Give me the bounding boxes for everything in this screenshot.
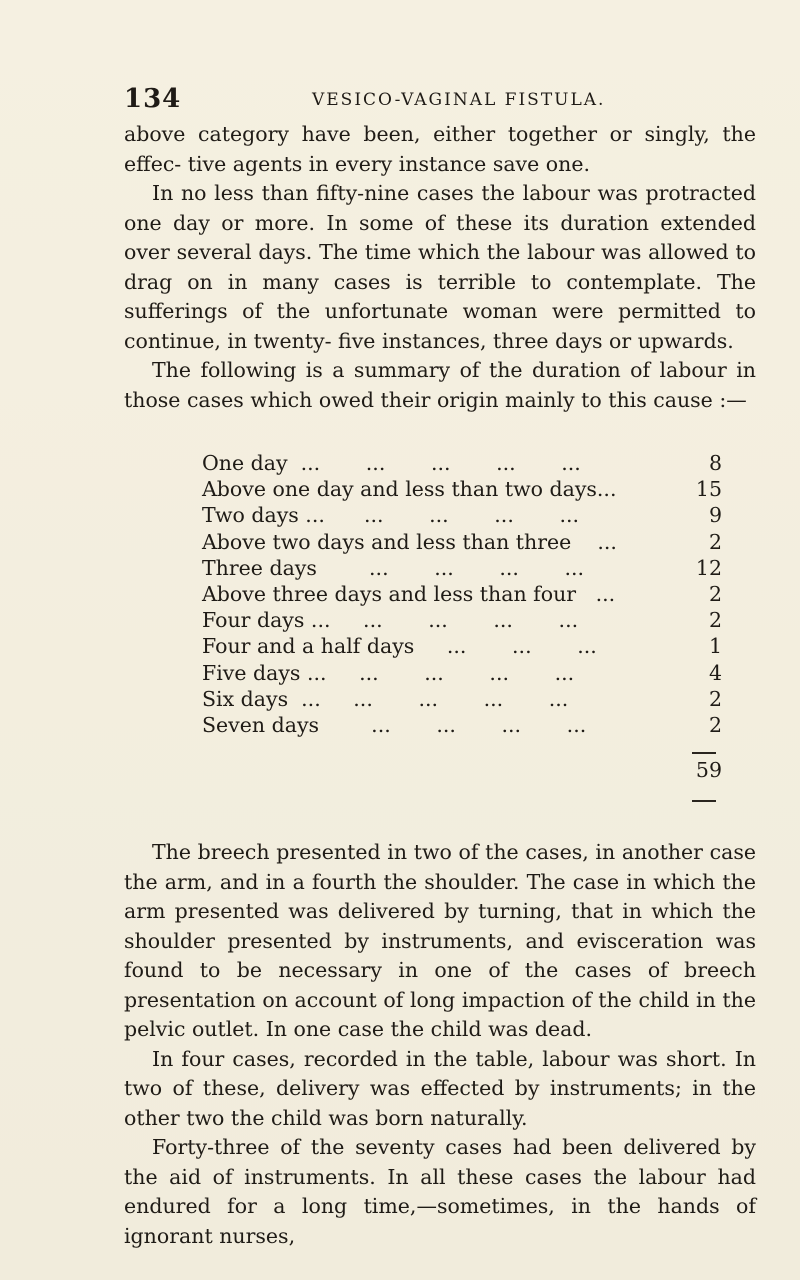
row-value: 2 <box>708 608 722 633</box>
row-label: Three days ... ... ... ... <box>202 555 585 580</box>
total-rule-bottom <box>692 800 716 802</box>
table-row <box>202 633 722 659</box>
text-block-bottom <box>124 838 756 1251</box>
row-value: 1 <box>708 634 722 659</box>
table-row <box>202 686 722 712</box>
row-label: Above three days and less than four ... <box>202 581 616 606</box>
table-row <box>202 476 722 502</box>
row-label: Six days ... ... ... ... ... <box>202 686 569 711</box>
row-label: Above one day and less than two days... <box>202 477 617 502</box>
row-value: 15 <box>695 477 722 502</box>
table-row <box>202 712 722 738</box>
running-title: VESICO-VAGINAL FISTULA. <box>312 90 606 110</box>
row-value: 9 <box>708 503 722 528</box>
table-row <box>202 660 722 686</box>
paragraph-short-labour: In four cases, recorded in the table, labour was short. In two of these, delivery was effected by instruments; in the other two the child was born naturally. <box>124 1046 756 1130</box>
row-label: Four days ... ... ... ... ... <box>202 608 579 633</box>
row-value: 2 <box>708 712 722 737</box>
table-row <box>202 555 722 581</box>
table-row <box>202 450 722 476</box>
row-value: 2 <box>708 529 722 554</box>
row-label: One day ... ... ... ... ... <box>202 451 581 475</box>
row-value: 8 <box>708 451 722 475</box>
table-total: 59 <box>695 758 722 782</box>
row-label: Above two days and less than three ... <box>202 529 617 554</box>
table-row <box>202 529 722 555</box>
page-header <box>124 84 754 114</box>
total-rule-top <box>692 752 716 754</box>
paragraph-instruments: Forty-three of the seventy cases had been delivered by the aid of instruments. In all these cases the labour had endured for a long time,—sometimes, in the hands of ignorant nurses, <box>124 1135 756 1248</box>
row-label: Two days ... ... ... ... ... <box>202 503 579 528</box>
text-block-top <box>124 120 756 415</box>
paragraph-continuation: above category have been, either together or singly, the effec- tive agents in every instance save one. <box>124 122 756 176</box>
row-value: 4 <box>708 660 722 685</box>
duration-table <box>202 450 722 782</box>
row-label: Seven days ... ... ... ... <box>202 712 587 737</box>
paragraph-summary-intro: The following is a summary of the duration of labour in those cases which owed their origin mainly to this cause :— <box>124 358 756 412</box>
table-row <box>202 581 722 607</box>
row-value: 2 <box>708 686 722 711</box>
table-row <box>202 607 722 633</box>
table-row <box>202 502 722 528</box>
row-value: 12 <box>695 555 722 580</box>
paragraph-protracted-labour: In no less than fifty-nine cases the labour was protracted one day or more. In some of these its duration extended over several days. The time which the labour was allowed to drag on in many cases is terrible to contemplate. The sufferings of the unfortunate woman were permitted to continue, in twenty- five instances, three days or upwards. <box>124 181 756 353</box>
page-number: 134 <box>124 84 182 114</box>
row-label: Five days ... ... ... ... ... <box>202 660 575 685</box>
row-value: 2 <box>708 581 722 606</box>
paragraph-presentations: The breech presented in two of the cases, in another case the arm, and in a fourth the shoulder. The case in which the arm presented was delivered by turning, that in which the shoulder presented by instruments, and evisceration was found to be necessary in one of the cases of breech presentation on account of long impaction of the child in the pelvic outlet. In one case the child was dead. <box>124 840 756 1041</box>
row-label: Four and a half days ... ... ... <box>202 634 597 659</box>
